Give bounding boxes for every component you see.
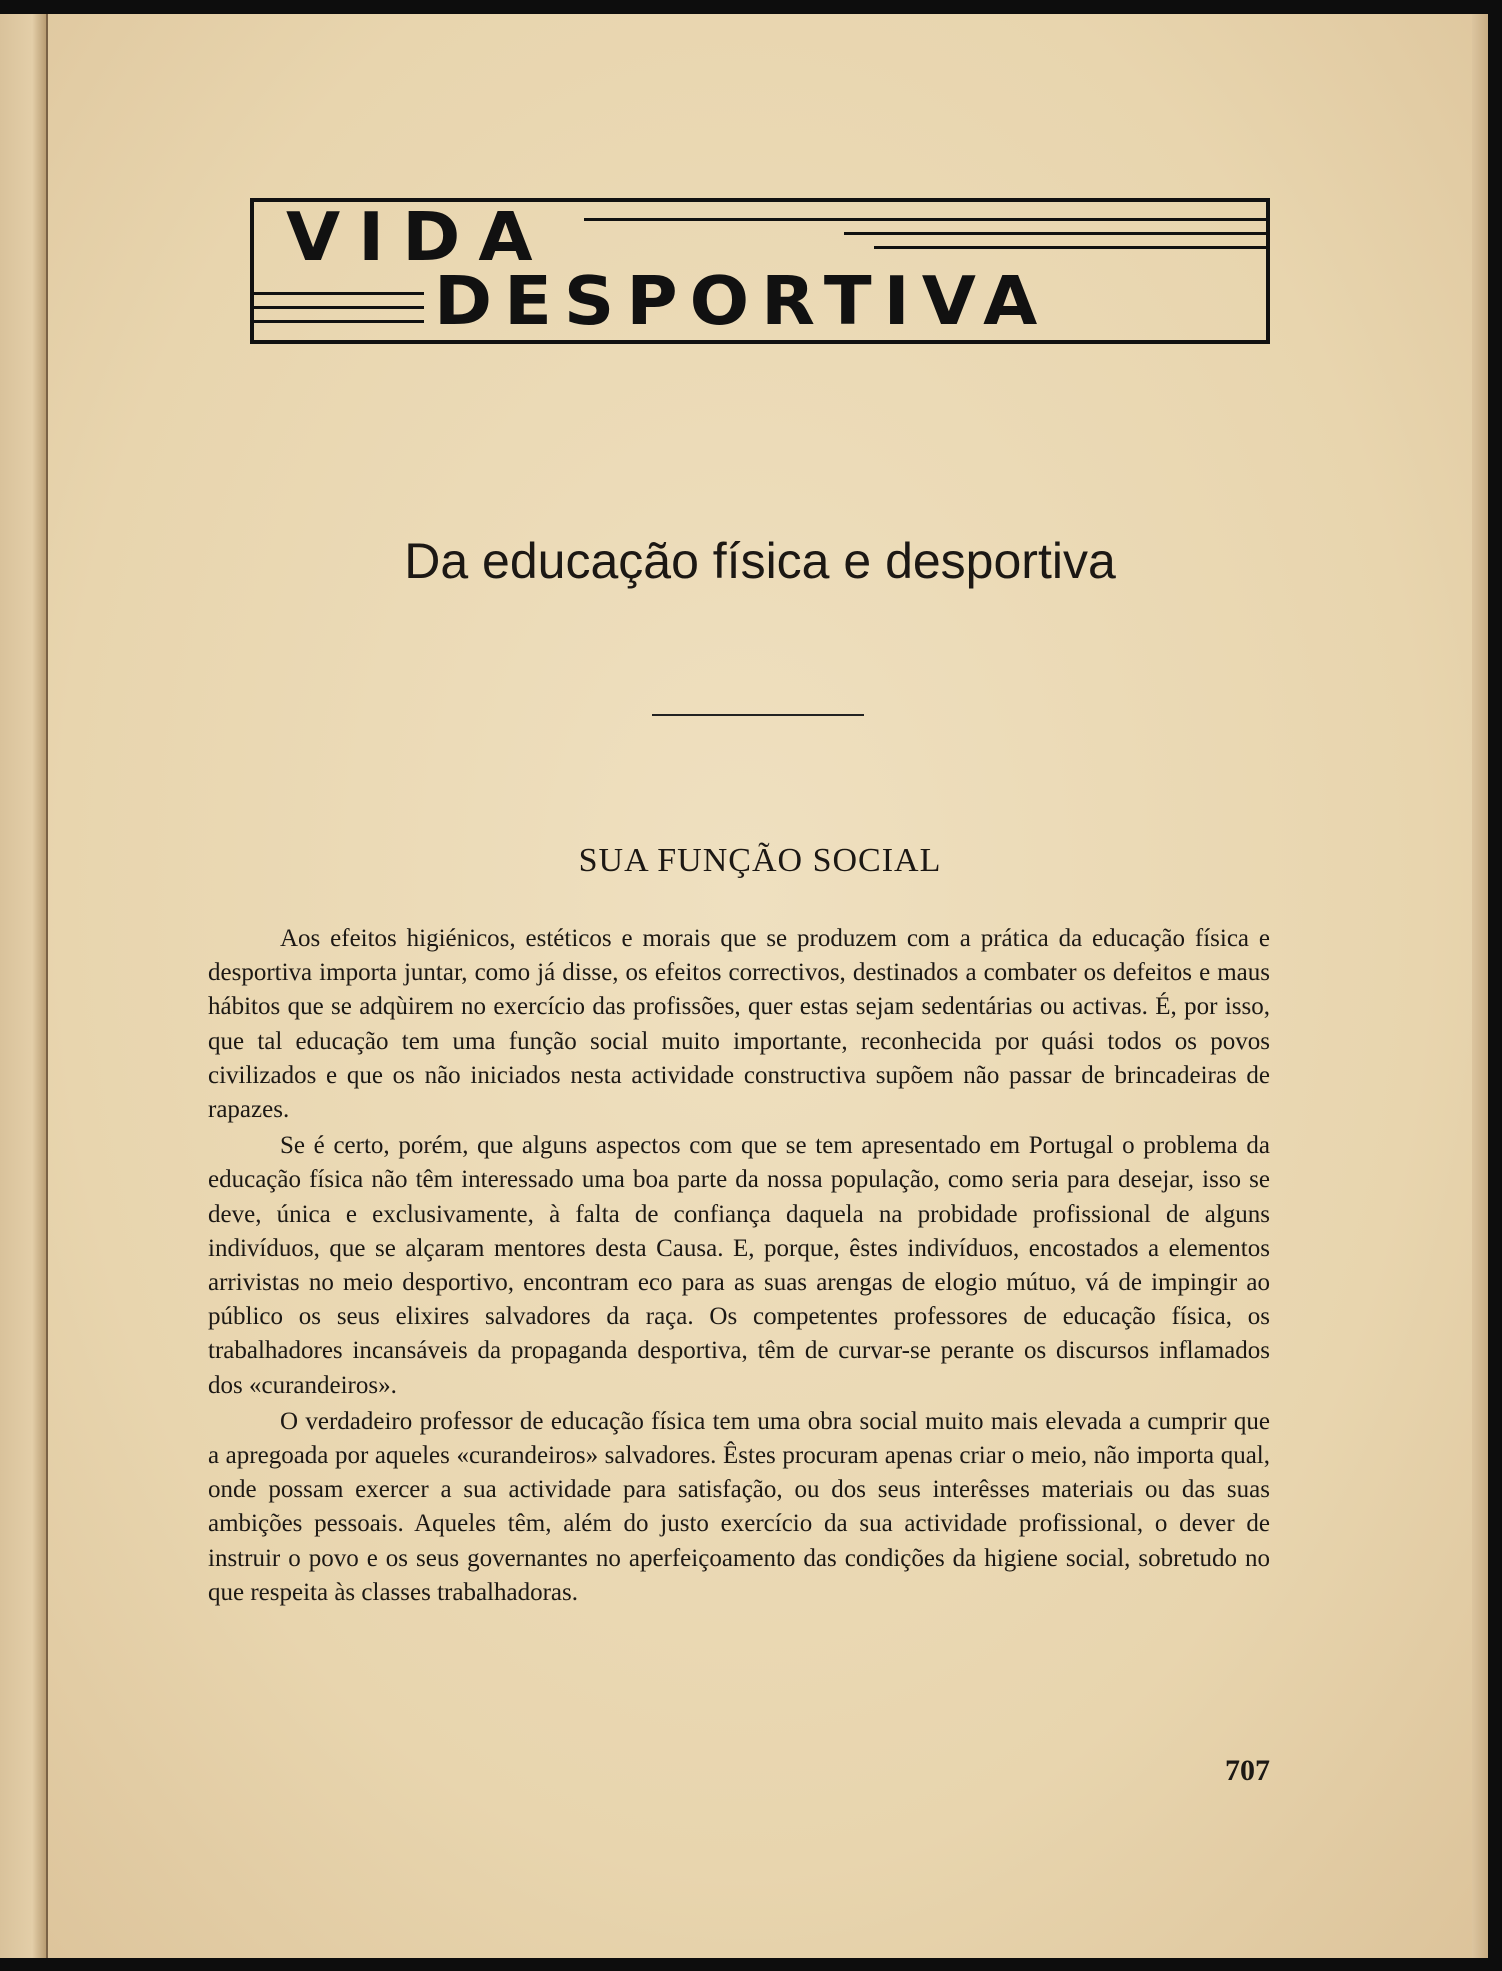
section-banner — [250, 198, 1270, 344]
banner-rule — [254, 292, 424, 295]
banner-rule — [584, 218, 1266, 221]
paragraph: Se é certo, porém, que alguns aspectos com que se tem apresentado em Portugal o problema da educação física não têm interessado uma boa parte da nossa população, como seria para desejar, isso se deve, única e exclusivamente, à falta de confiança daquela na probidade profissional de alguns indivíduos, que se alçaram mentores desta Causa. E, porque, êstes indivíduos, encostados a elementos arrivistas no meio desportivo, encontram eco para as suas arengas de elogio mútuo, vá de impingir ao público os seus elixires salvadores da raça. Os competentes professores de educação física, os trabalhadores incansáveis da propaganda desportiva, têm de curvar-se perante os discursos inflamados dos «curandeiros». — [208, 1132, 1270, 1399]
page-number: 707 — [1225, 1754, 1270, 1787]
paragraph: Aos efeitos higiénicos, estéticos e morais que se produzem com a prática da educação física e desportiva importa juntar, como já disse, os efeitos correctivos, destinados a combater os defeitos e maus hábitos que se adqùirem no exercício das profissões, quer estas sejam sedentárias ou activas. É, por isso, que tal educação tem uma função social muito importante, reconhecida por quási todos os povos civilizados e que os não iniciados nesta actividade constructiva supõem não passar de brincadeiras de rapazes. — [208, 925, 1270, 1124]
banner-rule — [254, 306, 424, 309]
title-divider — [652, 714, 864, 716]
book-page — [0, 14, 1488, 1958]
banner-rule — [844, 232, 1266, 235]
article-title: Da educação física e desportiva — [404, 533, 1116, 589]
previous-page-edge — [0, 14, 48, 1958]
paragraph: O verdadeiro professor de educação física tem uma obra social muito mais elevada a cumprir que a apregoada por aqueles «curandeiros» salvadores. Êstes procuram apenas criar o meio, não importa qual, onde possam exercer a sua actividade para satisfação, ou dos seus interêsses materiais ou das suas ambições pessoais. Aqueles têm, além do justo exercício da sua actividade profissional, o dever de instruir o povo e os seus governantes no aperfeiçoamento das condições da higiene social, sobretudo no que respeita às classes trabalhadoras. — [208, 1407, 1270, 1606]
section-heading: SUA FUNÇÃO SOCIAL — [578, 842, 942, 879]
banner-rule — [254, 320, 424, 323]
page-right-edge — [1472, 14, 1488, 1958]
banner-rule — [874, 246, 1266, 249]
banner-word-desportiva: DESPORTIVA — [434, 262, 1050, 341]
banner-word-vida: VIDA — [286, 198, 551, 277]
article-body — [208, 922, 1270, 1612]
